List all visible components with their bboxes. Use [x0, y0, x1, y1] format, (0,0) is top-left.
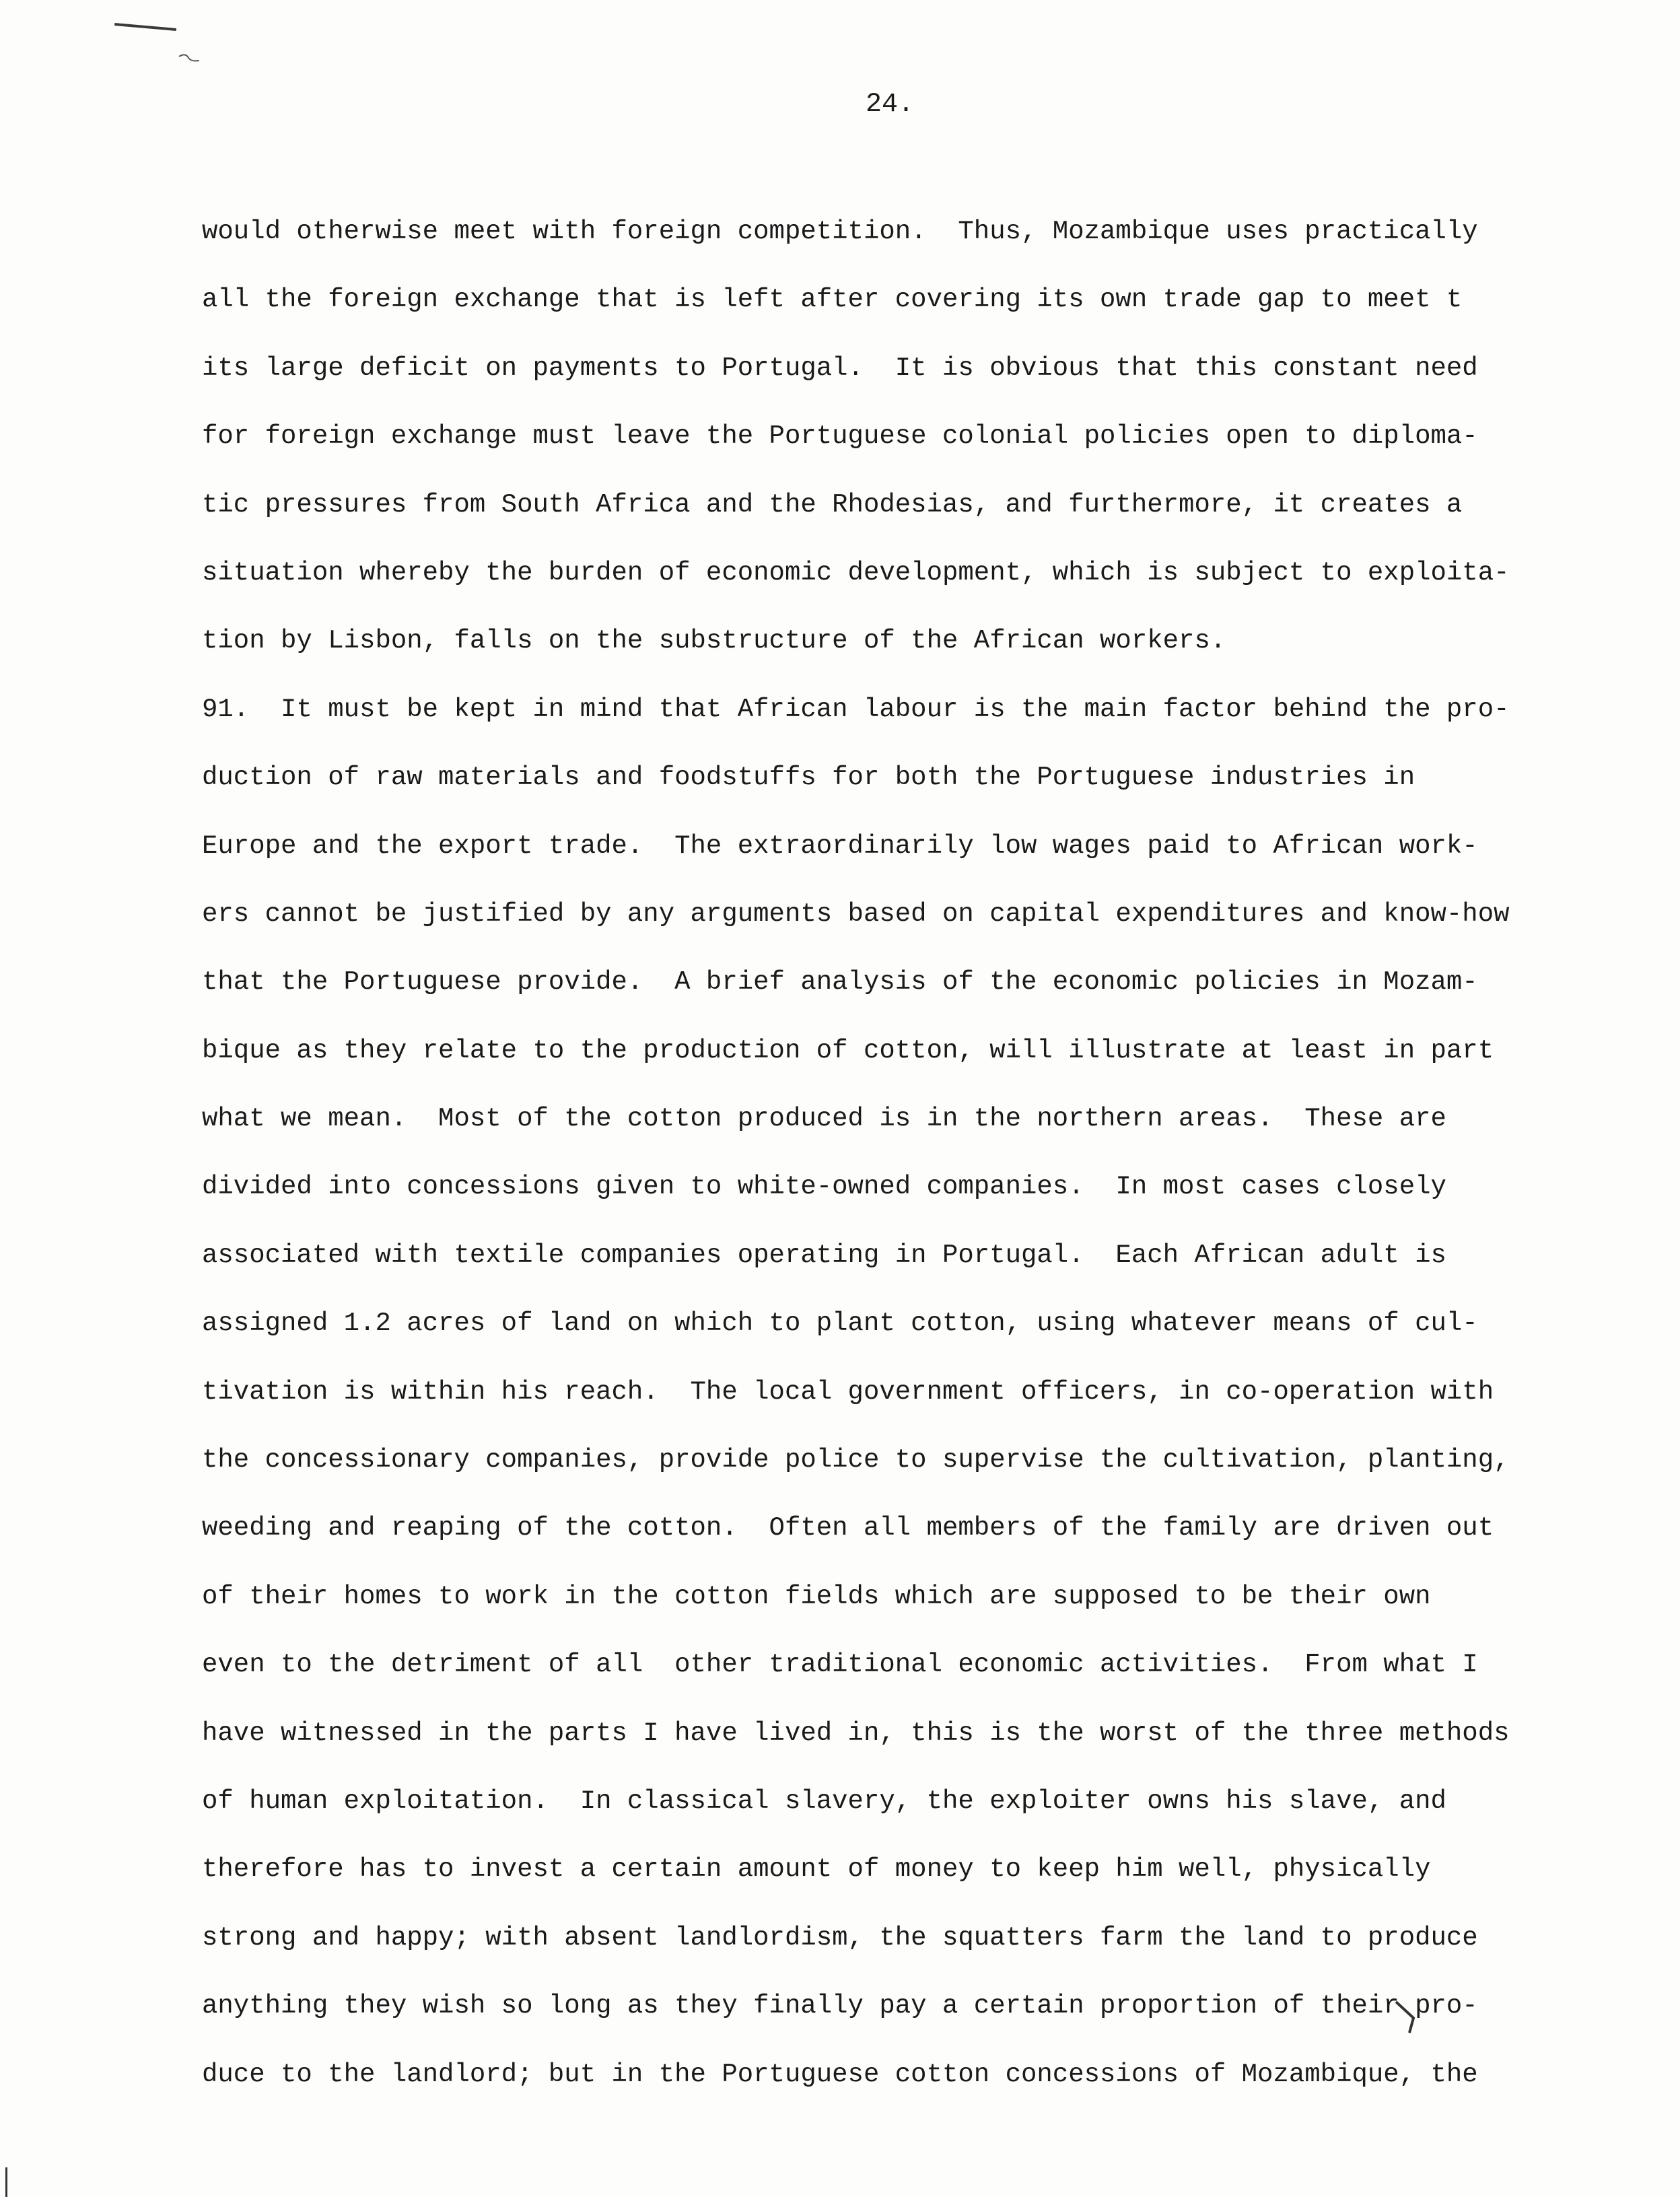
text-line: duction of raw materials and foodstuffs for both the Portuguese industries in [202, 763, 1415, 793]
text-line: tion by Lisbon, falls on the substructure of the African workers. [202, 626, 1226, 656]
text-line: its large deficit on payments to Portugal. It is obvious that this constant need [202, 353, 1478, 383]
text-line: duce to the landlord; but in the Portuguese cotton concessions of Mozambique, the [202, 2059, 1478, 2089]
text-line: divided into concessions given to white-owned companies. In most cases closely [202, 1172, 1446, 1202]
pen-stroke-mark [114, 23, 176, 31]
text-line: assigned 1.2 acres of land on which to plant cotton, using whatever means of cul- [202, 1309, 1478, 1339]
text-line: would otherwise meet with foreign competition. Thus, Mozambique uses practically [202, 217, 1478, 246]
text-line: therefore has to invest a certain amount of money to keep him well, physically [202, 1854, 1431, 1885]
text-line: all the foreign exchange that is left after covering its own trade gap to meet t [202, 285, 1463, 315]
text-line: the concessionary companies, provide police to supervise the cultivation, planting, [202, 1445, 1510, 1475]
text-line: Europe and the export trade. The extraordinarily low wages paid to African work- [202, 831, 1478, 861]
text-line: tic pressures from South Africa and the Rhodesias, and furthermore, it creates a [202, 489, 1463, 520]
text-line: even to the detriment of all other traditional economic activities. From what I [202, 1650, 1478, 1680]
body-text [202, 198, 1622, 2109]
page-number: 24. [866, 90, 915, 120]
text-line: tivation is within his reach. The local government officers, in co-operation with [202, 1376, 1494, 1407]
text-line: have witnessed in the parts I have lived in, this is the worst of the three methods [202, 1718, 1510, 1748]
text-line: anything they wish so long as they finally pay a certain proportion of their pro- [202, 1991, 1478, 2021]
text-line: weeding and reaping of the cotton. Often all members of the family are driven out [202, 1513, 1494, 1543]
text-line: of their homes to work in the cotton fields which are supposed to be their own [202, 1581, 1431, 1611]
text-line: for foreign exchange must leave the Portuguese colonial policies open to diploma- [202, 421, 1478, 452]
text-line: ers cannot be justified by any arguments based on capital expenditures and know-how [202, 899, 1510, 929]
text-line: 91. It must be kept in mind that African labour is the main factor behind the pro- [202, 694, 1510, 724]
text-line: situation whereby the burden of economic development, which is subject to exploita- [202, 557, 1510, 588]
handwritten-scribble-mark [176, 51, 203, 65]
text-line: bique as they relate to the production of cotton, will illustrate at least in part [202, 1035, 1494, 1066]
text-line: what we mean. Most of the cotton produced is in the northern areas. These are [202, 1104, 1446, 1134]
text-line: strong and happy; with absent landlordism, the squatters farm the land to produce [202, 1922, 1478, 1953]
margin-tick-mark [5, 2167, 7, 2197]
text-line: that the Portuguese provide. A brief analysis of the economic policies in Mozam- [202, 967, 1478, 998]
text-line: of human exploitation. In classical slavery, the exploiter owns his slave, and [202, 1786, 1446, 1816]
text-line: associated with textile companies operating in Portugal. Each African adult is [202, 1240, 1446, 1270]
